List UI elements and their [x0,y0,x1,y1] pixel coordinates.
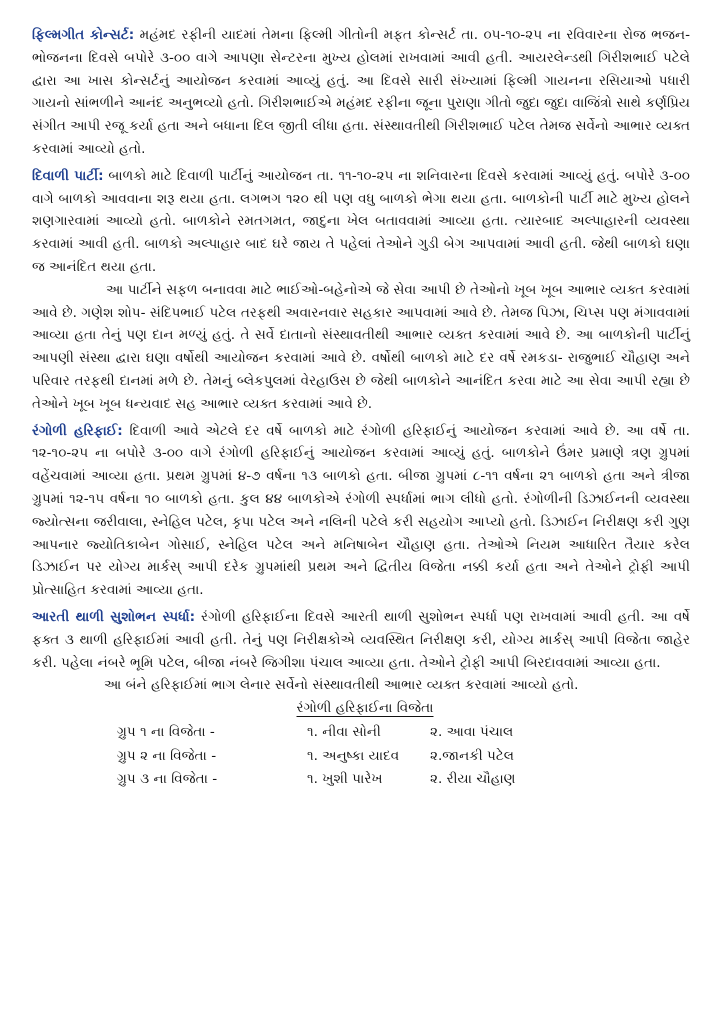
winner-group: ગ્રુપ ૩ ના વિજેતા - [117,771,218,788]
section-heading: દિવાળી પાર્ટી: [32,167,104,184]
section-body: બાળકો માટે દિવાળી પાર્ટીનું આયોજન તા. ૧૧-૧૦-૨૫ ના શનિવારના દિવસે કરવામાં આવ્યું હતું. બપોરે ૩-૦૦ વાગે બાળકો આવવાના શરૂ થયા હતા. લગભગ ૧૨૦ થી પણ વધુ બાળકો ભેગા થયા હતા. બાળકોની પાર્ટી માટે મુખ્ય હોલને શણગારવામાં આવ્યો હતો. બાળકોને રમતગમત, જાદુના ખેલ બતાવવામાં આવ્યા હતા. ત્યારબાદ અલ્પાહારની વ્યવસ્થા કરવામાં આવી હતી. બાળકો અલ્પાહાર બાદ ઘરે જાય તે પહેલાં તેઓને ગુડી બેગ આપવામાં આવી હતી. જેથી બાળકો ઘણા જ આનંદિત થયા હતા. [32,167,690,275]
aarti-thali-section [20,606,702,674]
section-body: રંગોળી હરિફાઈના દિવસે આરતી થાળી સુશોભન સ્પર્ધા પણ રાખવામાં આવી હતી. આ વર્ષે ફક્ત ૩ થાળી હરિફાઈમાં આવી હતી. તેનું પણ નિરીક્ષકોએ વ્યવસ્થિત નિરીક્ષણ કરી, યોગ્ય માર્કસ્ આપી વિજેતા જાહેર કરી. પહેલા નંબરે ભૂમિ પટેલ, બીજા નંબરે જિગીશા પંચાલ આવ્યા હતા. તેઓને ટ્રોફી આપી બિરદાવવામાં આવ્યા હતા. [32,608,690,671]
section-body: મહંમદ રફીની યાદમાં તેમના ફિલ્મી ગીતોની મફત કોન્સર્ટ તા. ૦૫-૧૦-૨૫ ના રવિવારના રોજ ભજન-ભોજનના દિવસે બપોરે ૩-૦૦ વાગે આપણા સેન્ટરના મુખ્ય હોલમાં રાખવામાં આવી હતી. આયરલેન્ડથી ગિરીશભાઈ પટેલે દ્વારા આ ખાસ કોન્સર્ટનું આયોજન કરવામાં આવ્યું હતું. આ દિવસે સારી સંખ્યામાં ફિલ્મી ગાયનના રસિયાઓ પધારી ગાયનો સાંભળીને આનંદ અનુભવ્યો હતો. ગિરીશભાઈએ મહંમદ રફીના જૂના પુરાણા ગીતો જુદા જુદા વાજિંત્રો સાથે કર્ણપ્રિય સંગીત આપી રજૂ કર્યા હતા અને બધાના દિલ જીતી લીધા હતા. સંસ્થાવતીથી ગિરીશભાઈ પટેલ તેમજ સર્વેનો આભાર વ્યક્ત કરવામાં આવ્યો હતો. [32,27,691,157]
thanks-paragraph: આ પાર્ટીને સફળ બનાવવા માટે ભાઈઓ-બહેનોએ જે સેવા આપી છે તેઓનો ખૂબ ખૂબ આભાર વ્યક્ત કરવામાં આવે છે. ગણેશ શોપ- સંદિપભાઈ પટેલ તરફથી અવારનવાર સહકાર આપવામાં આવે છે. તેમજ પિઝા, ચિપ્સ પણ મંગાવવામાં આવ્યા હતા તેનું પણ દાન મળ્યું હતું. તે સર્વે દાતાનો સંસ્થાવતીથી આભાર વ્યક્ત કરવામાં આવે છે. આ બાળકોની પાર્ટીનું આપણી સંસ્થા દ્વારા ઘણા વર્ષોથી આયોજન કરવામાં આવે છે. વર્ષોથી બાળકો માટે દર વર્ષે રમકડા- રાજુભાઈ ચૌહાણ અને પરિવાર તરફથી દાનમાં મળે છે. તેમનું બ્લેકપુલમાં વેરહાઉસ છે જેથી બાળકોને આનંદિત કરવા માટે આ સેવા આપી રહ્યા છે તેઓને ખૂબ ખૂબ ધન્યવાદ સહ આભાર વ્યક્ત કરવામાં આવે છે. [32,281,690,412]
section-body: દિવાળી આવે એટલે દર વર્ષે બાળકો માટે રંગોળી હરિફાઈનું આયોજન કરવામાં આવે છે. આ વર્ષે તા. ૧૨-૧૦-૨૫ ના બપોરે ૩-૦૦ વાગે રંગોળી હરિફાઈનું આયોજન કરવામાં આવ્યું હતું. બાળકોને ઉંમર પ્રમાણે ત્રણ ગ્રુપમાં વહેંચવામાં આવ્યા હતા. પ્રથમ ગ્રુપમાં ૪-૭ વર્ષના ૧૩ બાળકો હતા. બીજા ગ્રુપમાં ૮-૧૧ વર્ષના ૨૧ બાળકો હતા અને ત્રીજા ગ્રુપમાં ૧૨-૧૫ વર્ષના ૧૦ બાળકો હતા. કુલ ૪૪ બાળકોએ રંગોળી સ્પર્ધામાં ભાગ લીધો હતો. રંગોળીની ડિઝાઈનની વ્યવસ્થા જ્યોત્સના જરીવાલા, સ્નેહિલ પટેલ, કૃપા પટેલ અને નલિની પટેલે કરી સહયોગ આપ્યો હતો. ડિઝાઈન નિરીક્ષણ કરી ગુણ આપનાર જ્યોતિકાબેન ગોસાઈ, સ્નેહિલ પટેલ અને મનિષાબેન ચૌહાણ હતા. તેઓએ નિયમ આધારિત તૈયાર કરેલ ડિઝાઈન પર યોગ્ય માર્કસ્ આપી દરેક ગ્રુપમાંથી પ્રથમ અને દ્વિતીય વિજેતા નક્કી કર્યા હતા અને તેઓને ટ્રોફી આપી પ્રોત્સાહિત કરવામાં આવ્યા હતા. [32,422,690,599]
closing-line: આ બંને હરિફાઈમાં ભાગ લેનાર સર્વેનો સંસ્થાવતીથી આભાર વ્યક્ત કરવામાં આવ્યો હતો. [104,677,579,694]
section-heading: આરતી થાળી સુશોભન સ્પર્ધા: [32,608,196,625]
winner-second: ૨.જાનકી પટેલ [430,747,515,764]
winner-group: ગ્રુપ ૧ ના વિજેતા - [117,724,215,741]
winners-title-text: રંગોળી હરિફાઈના વિજેતા [296,700,434,717]
winner-second: ૨. રીયા ચૌહાણ [430,771,516,788]
diwali-party-section [20,165,702,279]
section-heading: ફિલ્મગીત કોન્સર્ટ: [32,27,135,43]
winner-second: ૨. આવા પંચાલ [430,724,514,741]
winner-row [117,721,702,745]
winner-group: ગ્રુપ ૨ ના વિજેતા - [117,747,217,764]
winners-table [117,721,702,792]
rangoli-section [20,420,702,602]
winner-row [117,745,702,769]
winners-title [20,697,702,719]
winner-first: ૧. ખુશી પારેખ [307,771,383,788]
winner-row [117,768,702,792]
filmgeet-concert-section [20,24,702,161]
winner-first: ૧. નીવા સોની [307,724,381,741]
section-heading: રંગોળી હરિફાઈ: [32,422,123,439]
winner-first: ૧. અનુષ્કા યાદવ [307,747,400,764]
